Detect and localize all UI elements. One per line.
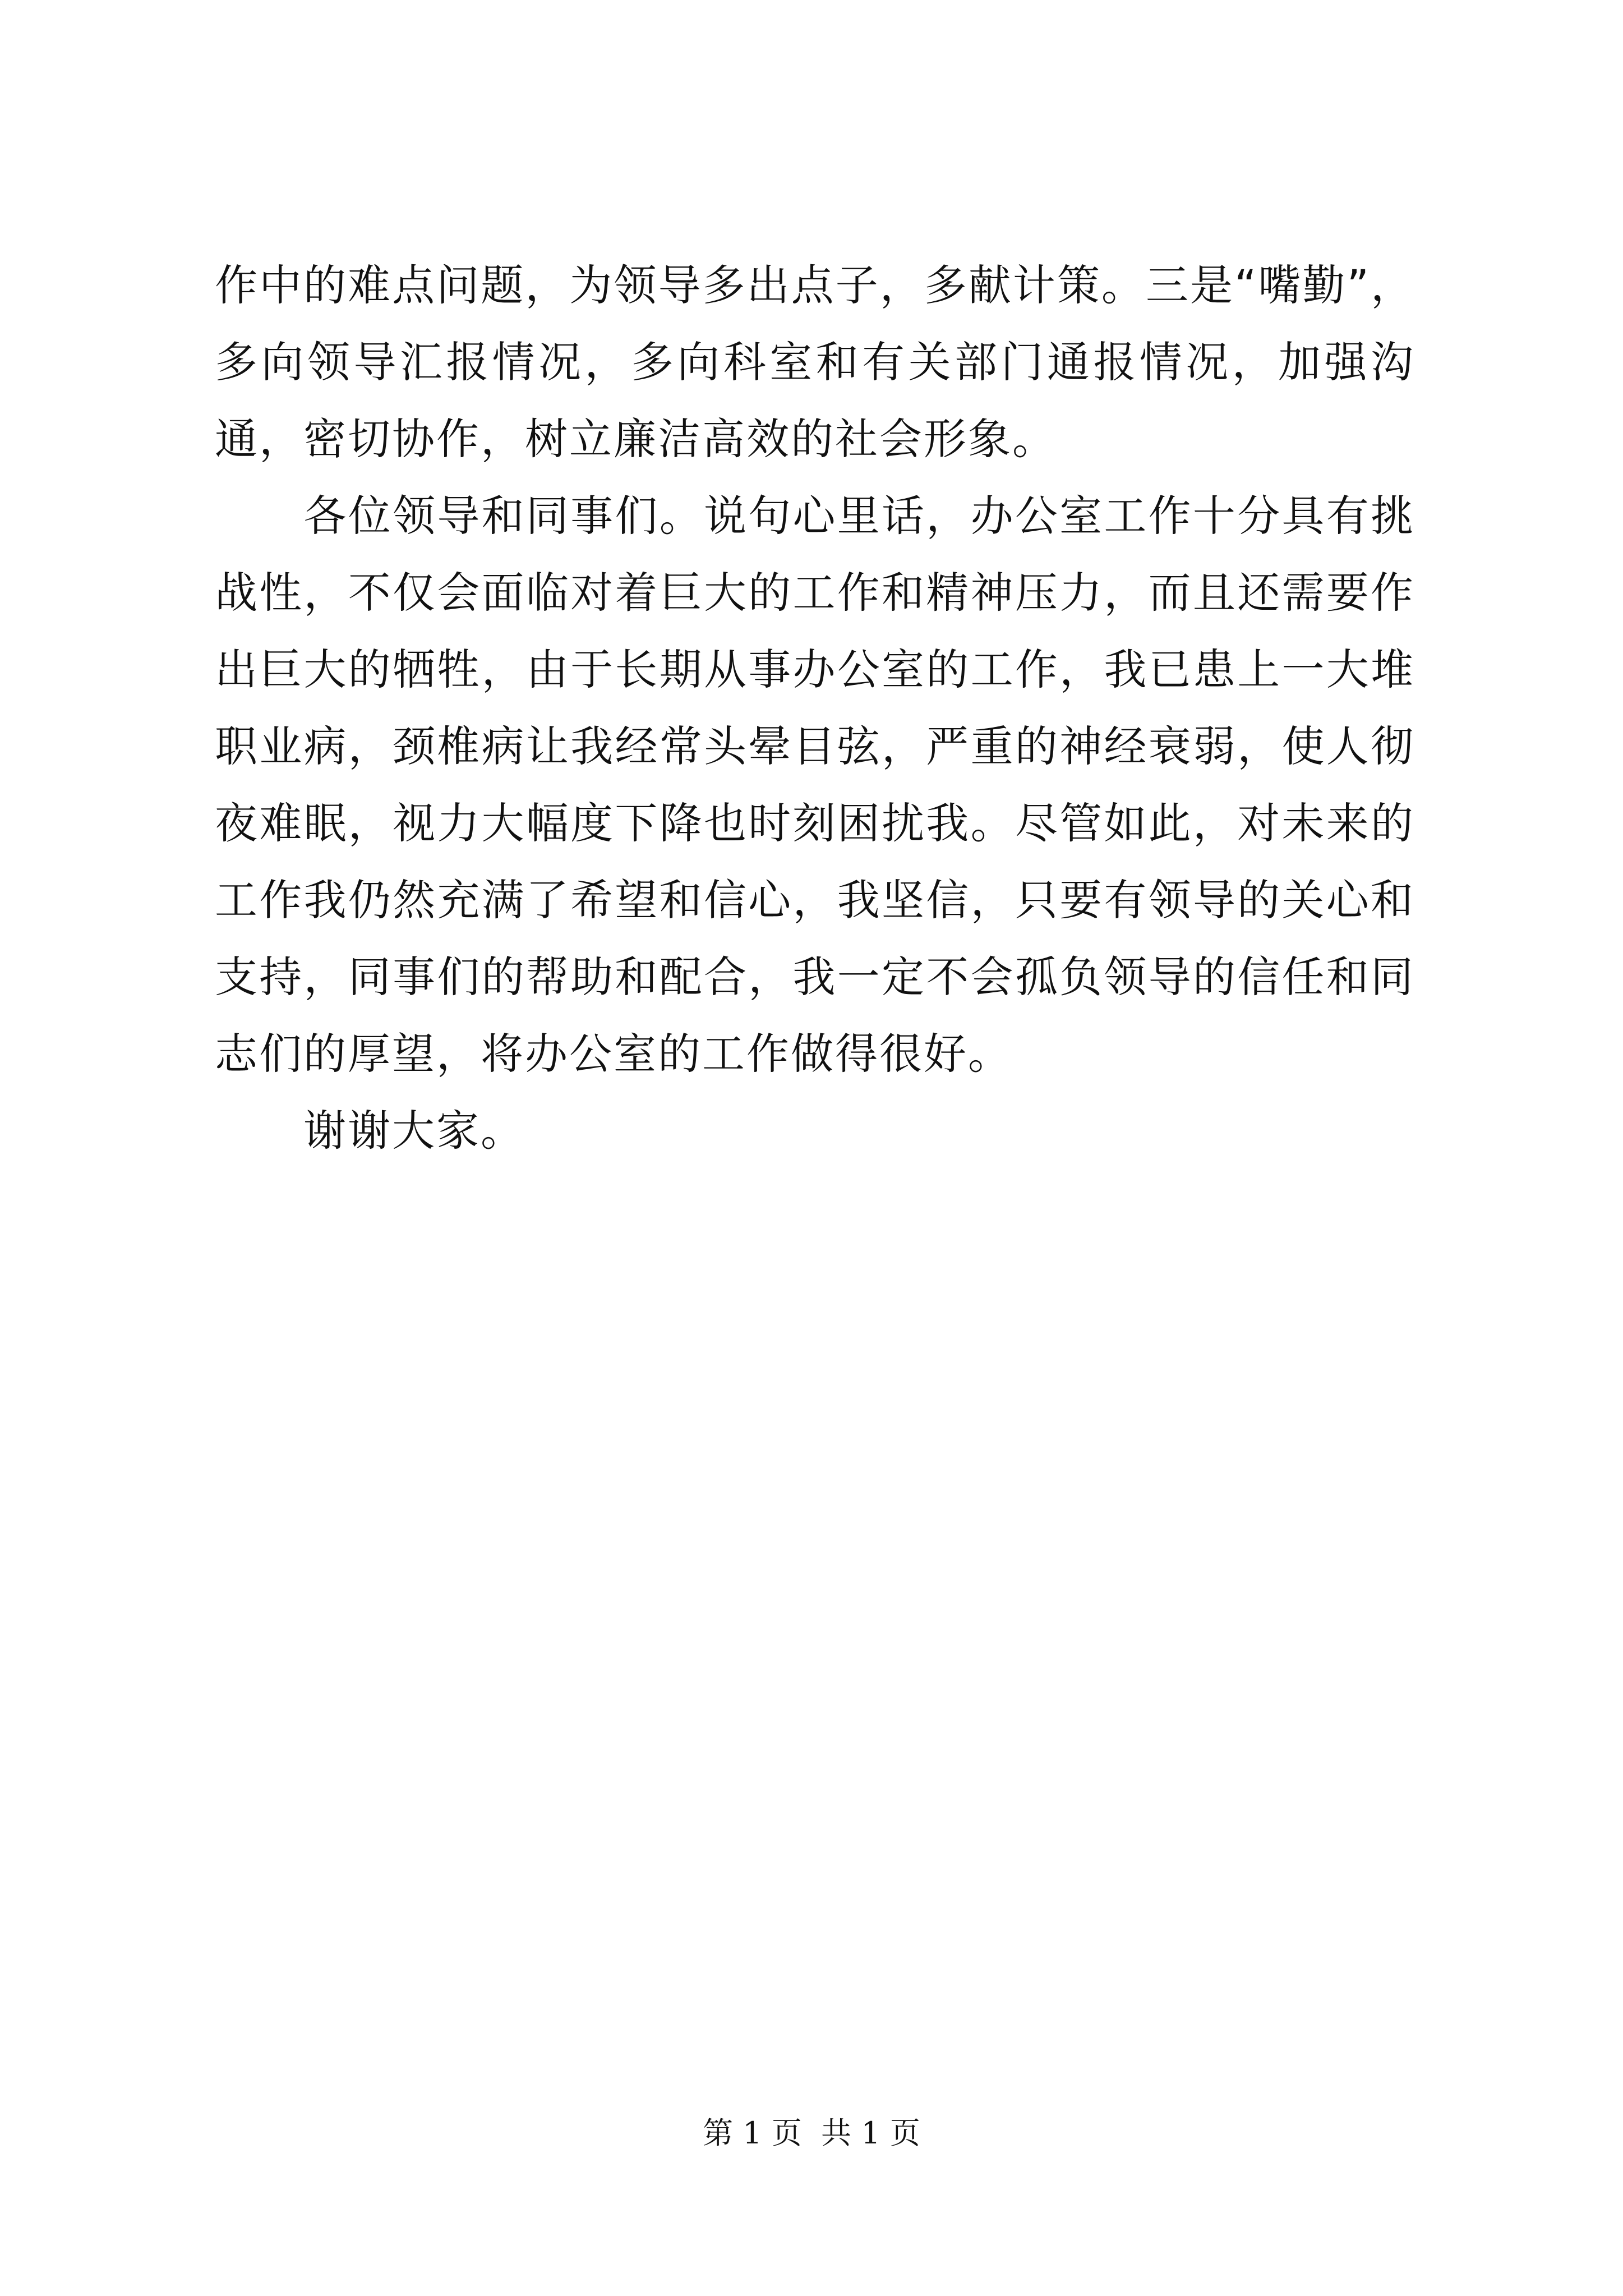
document-body: [215, 247, 1415, 1169]
page-number-footer: 第 1 页 共 1 页: [703, 2115, 920, 2151]
paragraph-closing: 谢谢大家。: [215, 1106, 525, 1156]
paragraph-body: 各位领导和同事们。说句心里话，办公室工作十分具有挑战性，不仅会面临对着巨大的工作和精神压力，而且还需要作出巨大的牺牲，由于长期从事办公室的工作，我已患上一大堆职业病，颈椎病让我经常头晕目弦，严重的神经衰弱，使人彻夜难眠，视力大幅度下降也时刻困扰我。尽管如此，对未来的工作我仍然充满了希望和信心，我坚信，只要有领导的关心和支持，同事们的帮助和配合，我一定不会孤负领导的信任和同志们的厚望，将办公室的工作做得很好。: [215, 491, 1415, 1079]
paragraph-continuation: 作中的难点问题，为领导多出点子，多献计策。三是“嘴勤”，多向领导汇报情况，多向科室和有关部门通报情况，加强沟通，密切协作，树立廉洁高效的社会形象。: [215, 260, 1415, 464]
